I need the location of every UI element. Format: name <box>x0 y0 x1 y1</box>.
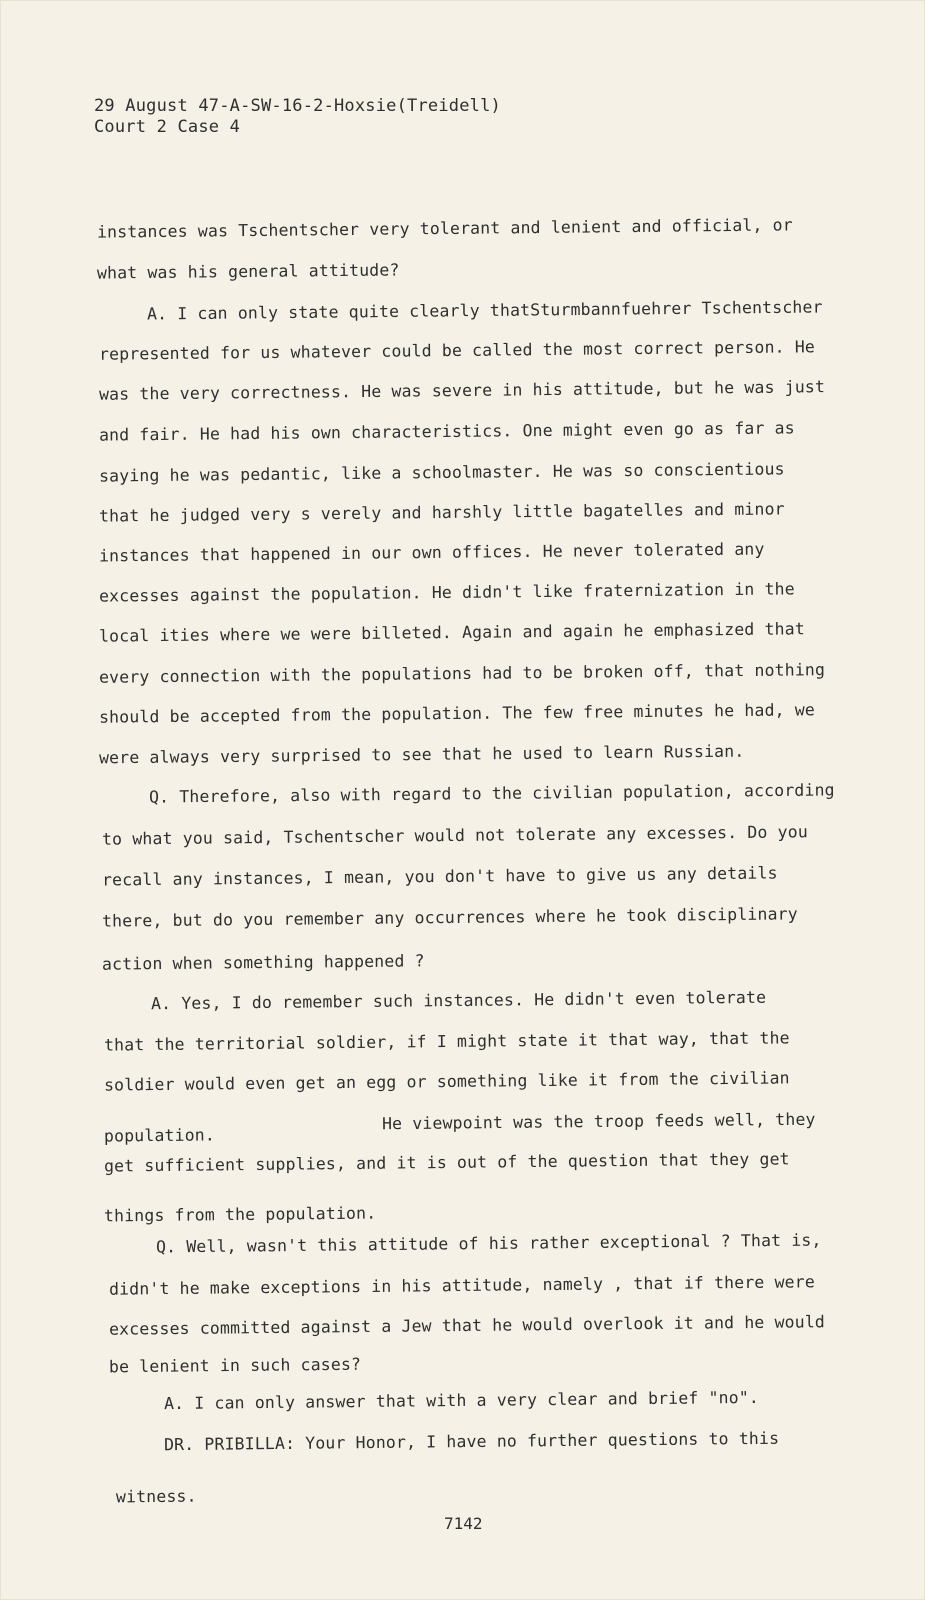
text-line: Q. Therefore, also with regard to the civilian population, according <box>148 780 835 807</box>
text-line: saying he was pedantic, like a schoolmaster. He was so conscientious <box>98 459 785 486</box>
text-line: action when something happened ? <box>101 951 425 974</box>
text-line: there, but do you remember any occurrences where he took disciplinary <box>101 904 798 931</box>
text-line: every connection with the populations had to be broken off, that nothing <box>98 660 826 687</box>
text-line: what was his general attitude? <box>96 260 400 283</box>
text-line: He viewpoint was the troop feeds well, they <box>381 1109 816 1134</box>
text-line: and fair. He had his own characteristics. One might even go as far as <box>98 418 795 445</box>
text-line: Q. Well, wasn't this attitude of his rather exceptional ? That is, <box>155 1230 822 1257</box>
text-line: A. I can only answer that with a very clear and brief "no". <box>163 1387 760 1414</box>
text-line: that the territorial soldier, if I might state it that way, that the <box>103 1028 790 1055</box>
header-court-case: Court 2 Case 4 <box>94 117 241 137</box>
text-line: soldier would even get an egg or something like it from the civilian <box>103 1068 790 1095</box>
text-line: represented for us whatever could be called the most correct person. He <box>98 337 816 364</box>
text-line: that he judged very s verely and harshly little bagatelles and minor <box>98 499 785 526</box>
text-line: instances that happened in our own offices. He never tolerated any <box>98 539 765 566</box>
text-line: were always very surprised to see that he used to learn Russian. <box>98 741 745 768</box>
text-line: A. Yes, I do remember such instances. He didn't even tolerate <box>150 987 767 1014</box>
text-line: recall any instances, I mean, you don't have to give us any details <box>101 863 778 890</box>
text-line: local ities where we were billeted. Again and again he emphasized that <box>98 619 805 646</box>
text-line: excesses against the population. He didn't like fraternization in the <box>98 579 795 606</box>
text-line: things from the population. <box>103 1203 377 1226</box>
header-date-reference: 29 August 47-A-SW-16-2-Hoxsie(Treidell) <box>94 96 501 116</box>
text-line: instances was Tschentscher very tolerant and lenient and official, or <box>96 215 793 242</box>
text-line: was the very correctness. He was severe in his attitude, but he was just <box>98 377 826 404</box>
text-line: get sufficient supplies, and it is out of the question that they get <box>103 1149 790 1176</box>
text-line: to what you said, Tschentscher would not tolerate any excesses. Do you <box>101 822 808 849</box>
text-line: be lenient in such cases? <box>108 1354 362 1377</box>
text-line: witness. <box>115 1486 197 1507</box>
page-number: 7142 <box>444 1514 483 1533</box>
text-line: population. <box>103 1125 216 1146</box>
text-line: should be accepted from the population. The few free minutes he had, we <box>98 700 816 727</box>
text-line: excesses committed against a Jew that he would overlook it and he would <box>108 1312 826 1339</box>
document-header <box>94 96 501 138</box>
text-line: DR. PRIBILLA: Your Honor, I have no further questions to this <box>163 1428 780 1455</box>
text-line: A. I can only state quite clearly thatSturmbannfuehrer Tschentscher <box>146 297 823 324</box>
text-line: didn't he make exceptions in his attitude, namely , that if there were <box>108 1272 815 1299</box>
